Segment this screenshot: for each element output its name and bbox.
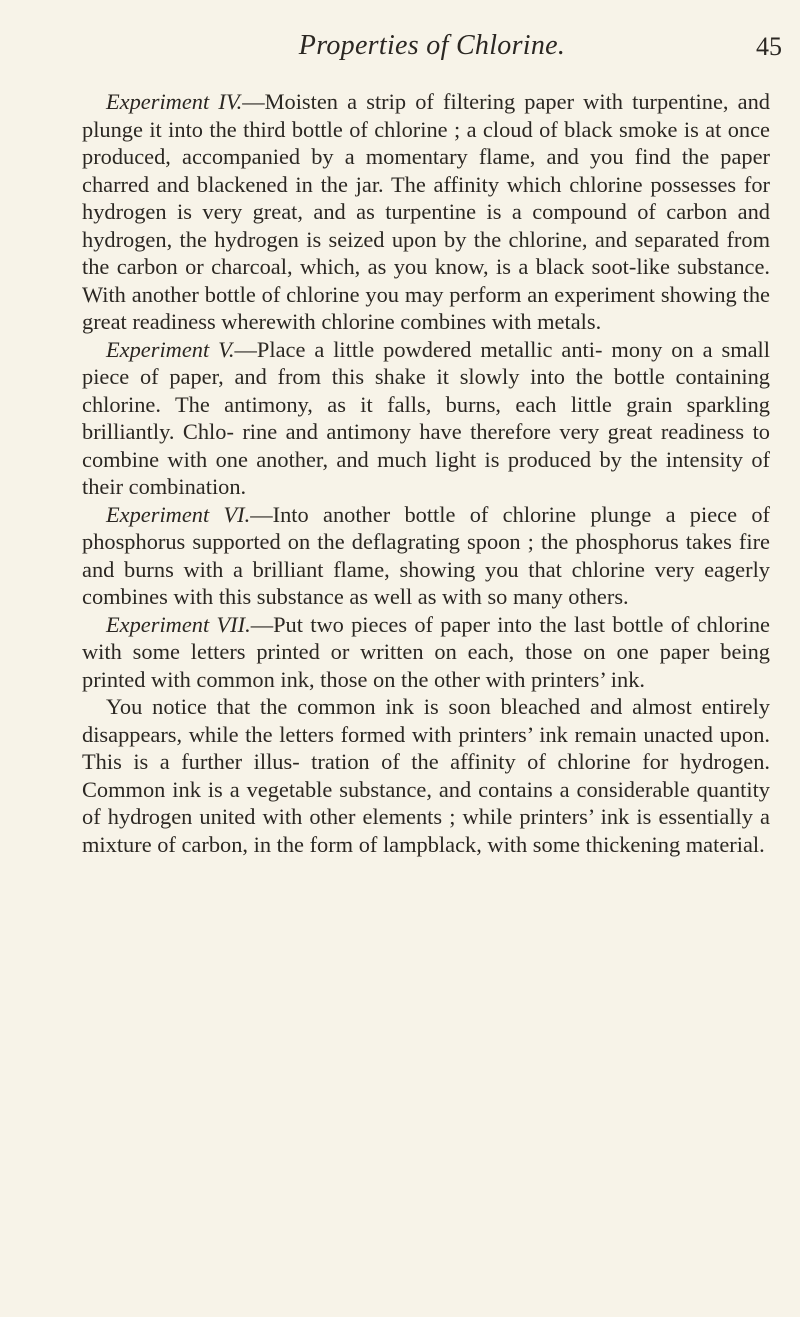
paragraph-text: —Put two pieces of paper into the last bottle of chlorine with some letters printed or written on each, those on one paper being printed with common ink, those on the other with printers’ ink. (82, 611, 770, 692)
running-title: Properties of Chlorine. (298, 30, 566, 61)
experiment-label: Experiment VII. (106, 611, 251, 637)
experiment-label: Experiment V. (106, 336, 235, 362)
paragraph-conclusion (82, 693, 770, 858)
paragraph-experiment-vi (82, 501, 770, 611)
text-body (82, 88, 770, 858)
running-head (82, 30, 782, 70)
page-number: 45 (756, 32, 782, 61)
paragraph-text: —Place a little powdered metallic anti- mony on a small piece of paper, and from this shake it slowly into the bottle containing chlorine. The antimony, as it falls, burns, each little grain sparkling brilliantly. Chlo- rine and antimony have therefore very great readiness to combine with one another, and much light is produced by the intensity of their combination. (82, 336, 770, 499)
experiment-label: Experiment IV. (106, 89, 243, 114)
paragraph-text: —Into another bottle of chlorine plunge a piece of phosphorus supported on the deflagrating spoon ; the phosphorus takes fire and burns with a brilliant flame, showing you that chlorine very eagerly combines with this substance as well as with so many others. (82, 501, 770, 609)
paragraph-text: You notice that the common ink is soon bleached and almost entirely disappears, while the letters formed with printers’ ink remain unacted upon. This is a further illus- tration of the affinity of chlorine for hydrogen. Common ink is a vegetable substance, and contains a considerable quantity of hydrogen united with other elements ; while printers’ ink is essentially a mixture of carbon, in the form of lampblack, with some thickening material. (82, 694, 770, 857)
paragraph-experiment-v (82, 336, 770, 501)
paragraph-experiment-iv (82, 88, 770, 336)
paragraph-text: —Moisten a strip of filtering paper with turpentine, and plunge it into the third bottle of chlorine ; a cloud of black smoke is at once produced, accompanied by a momentary flame, and you find the paper charred and blackened in the jar. The affinity which chlorine possesses for hydrogen is very great, and as turpentine is a compound of carbon and hydrogen, the hydrogen is seized upon by the chlorine, and separated from the carbon or charcoal, which, as you know, is a black soot-like substance. With another bottle of chlorine you may perform an experiment showing the great readiness wherewith chlorine combines with metals. (82, 89, 770, 334)
experiment-label: Experiment VI. (106, 501, 251, 527)
paragraph-experiment-vii (82, 611, 770, 694)
